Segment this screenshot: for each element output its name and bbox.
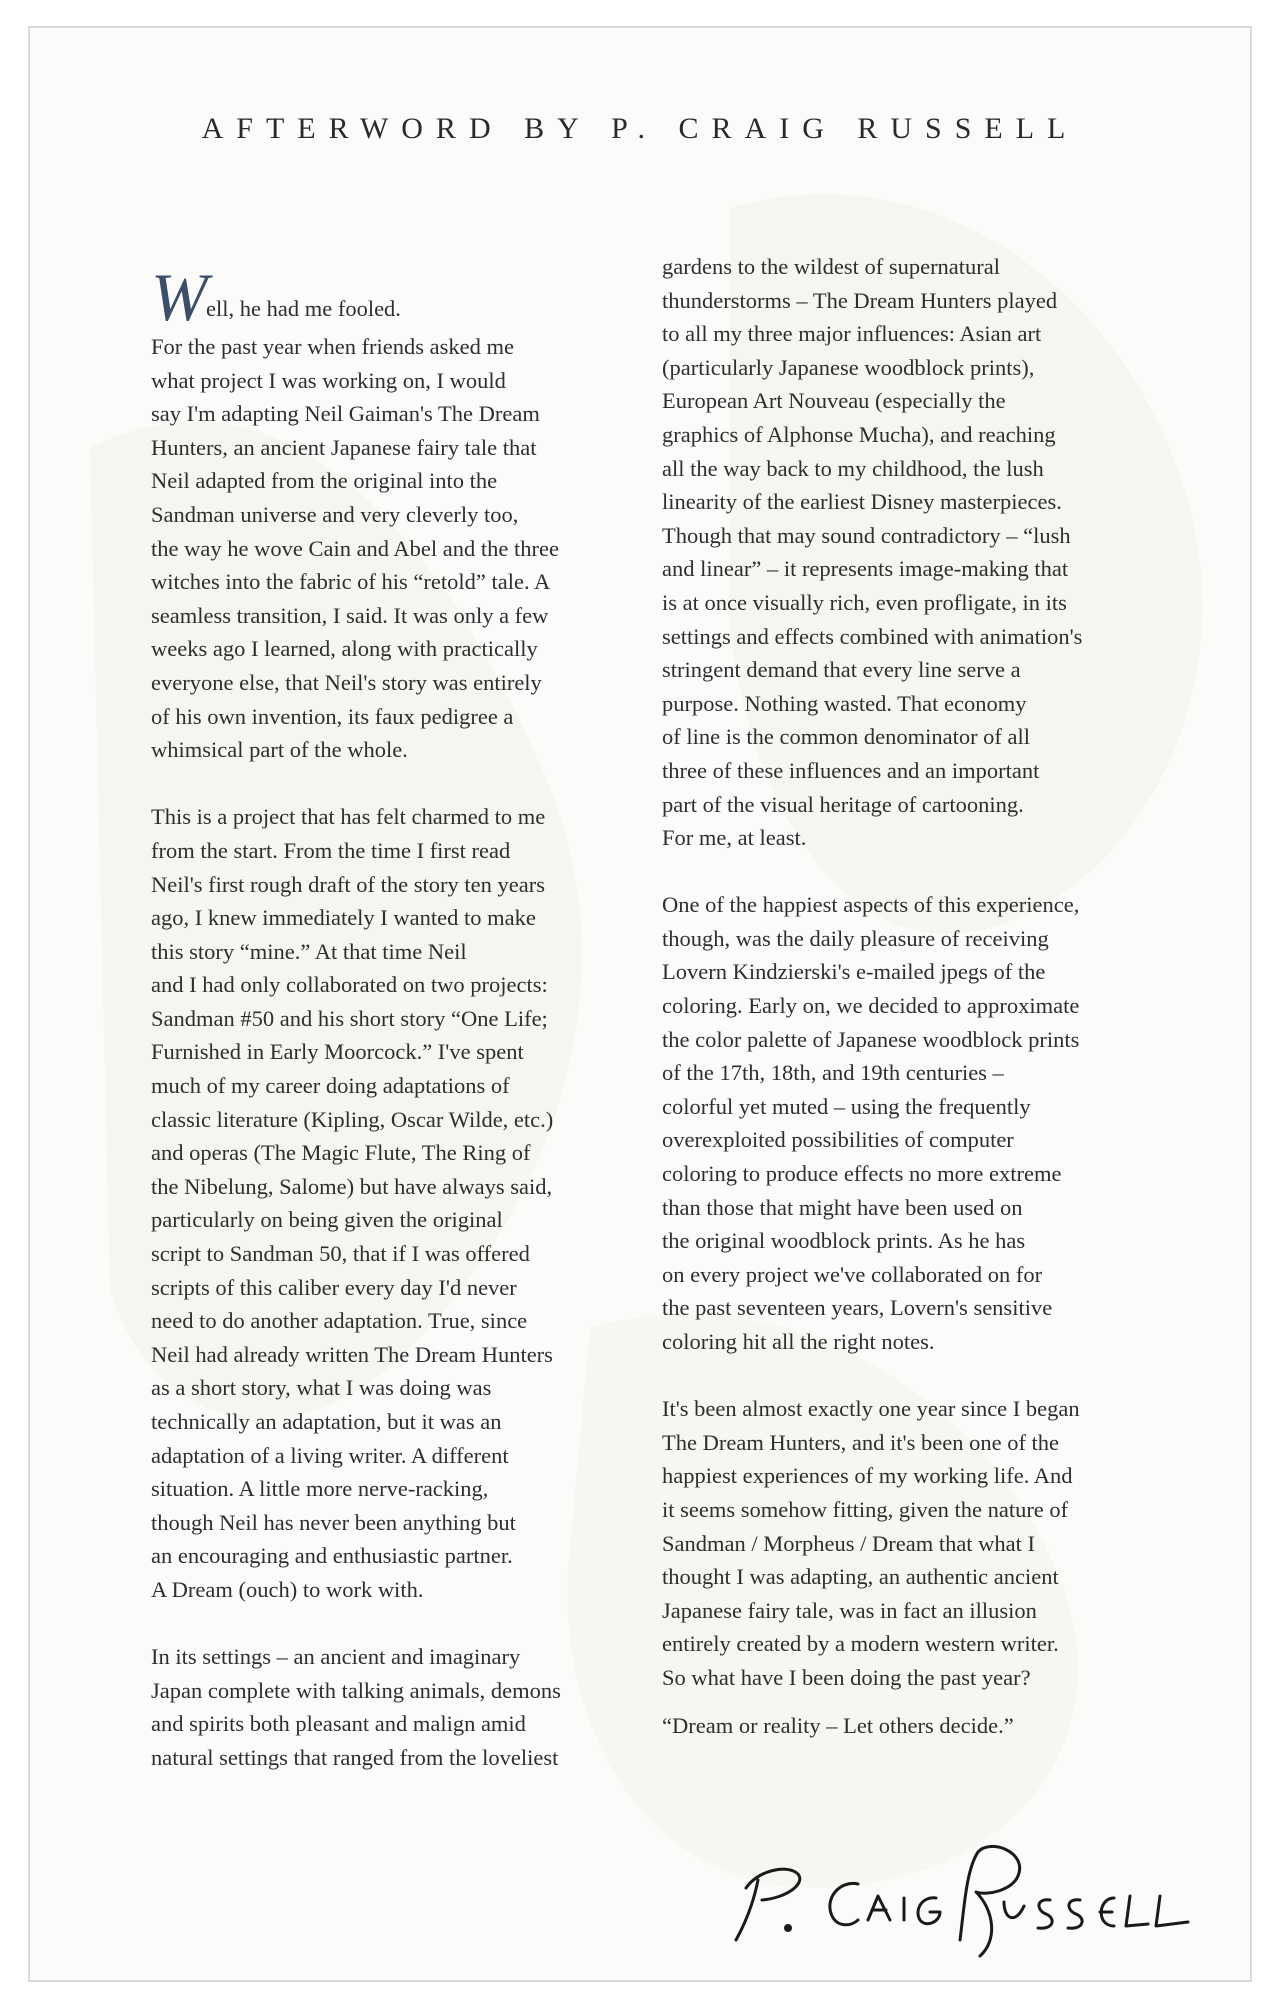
paragraph: In its settings – an ancient and imaginary Japan complete with talking animals, demons and spirits both pleasant and malign amid natural settings that ranged from the loveliest <box>151 1644 561 1770</box>
paragraph: It's been almost exactly one year since I began The Dream Hunters, and it's been one of the happiest experiences of my working life. And it seems somehow fitting, given the nature of Sandman / Morpheus / Dream that what I thought I was adapting, an authentic ancient Japanese fairy tale, was in fact an illusion entirely created by a modern western writer. So what have I been doing the past year? <box>662 1396 1080 1690</box>
page-title: AFTERWORD BY P. CRAIG RUSSELL <box>201 112 1079 145</box>
right-column <box>662 250 1172 1742</box>
closing-quote: “Dream or reality – Let others decide.” <box>662 1712 1014 1738</box>
left-column <box>151 259 641 1775</box>
signature <box>728 1840 1193 1965</box>
opening-text: ell, he had me fooled. <box>206 296 401 321</box>
paragraph: This is a project that has felt charmed to me from the start. From the time I first read Neil's first rough draft of the story ten years ago, I knew immediately I wanted to make this story “mine.” At that time Neil and I had only collaborated on two projects: Sandman #50 and his short story “One Life; Furnished in Early Moorcock.” I've spent much of my career doing adaptations of classic literature (Kipling, Oscar Wilde, etc.) and operas (The Magic Flute, The Ring of the Nibelung, Salome) but have always said, particularly on being given the original script to Sandman 50, that if I was offered scripts of this caliber every day I'd never need to do another adaptation. True, since Neil had already written The Dream Hunters as a short story, what I was doing was technically an adaptation, but it was an adaptation of a living writer. A different situation. A little more nerve-racking, though Neil has never been anything but an encouraging and enthusiastic partner. A Dream (ouch) to work with. <box>151 804 554 1602</box>
page <box>28 26 1252 1982</box>
opening-line <box>151 259 641 335</box>
signature-text: P. Craig Russell <box>728 1840 736 1841</box>
drop-cap: W <box>151 259 208 335</box>
paragraph: One of the happiest aspects of this experience, though, was the daily pleasure of receiving Lovern Kindzierski's e-mailed jpegs of the coloring. Early on, we decided to approximate the color palette of Japanese woodblock prints of the 17th, 18th, and 19th centuries – colorful yet muted – using the frequently overexploited possibilities of computer coloring to produce effects no more extreme than those that might have been used on the original woodblock prints. As he has on every project we've collaborated on for the past seventeen years, Lovern's sensitive coloring hit all the right notes. <box>662 892 1080 1354</box>
paragraph: For the past year when friends asked me what project I was working on, I would say I'm adapting Neil Gaiman's The Dream Hunters, an ancient Japanese fairy tale that Neil adapted from the original into the Sandman universe and very cleverly too, the way he wove Cain and Abel and the three witches into the fabric of his “retold” tale. A seamless transition, I said. It was only a few weeks ago I learned, along with practically everyone else, that Neil's story was entirely of his own invention, its faux pedigree a whimsical part of the whole. <box>151 334 559 763</box>
paragraph: gardens to the wildest of supernatural thunderstorms – The Dream Hunters played to all my three major influences: Asian art (particularly Japanese woodblock prints), European Art Nouveau (especially the graphics of Alphonse Mucha), and reaching all the way back to my childhood, the lush linearity of the earliest Disney masterpieces. Though that may sound contradictory – “lush and linear” – it represents image-making that is at once visually rich, even profligate, in its settings and effects combined with animation's stringent demand that every line serve a purpose. Nothing wasted. That economy of line is the common denominator of all three of these influences and an important part of the visual heritage of cartooning. For me, at least. <box>662 254 1083 851</box>
